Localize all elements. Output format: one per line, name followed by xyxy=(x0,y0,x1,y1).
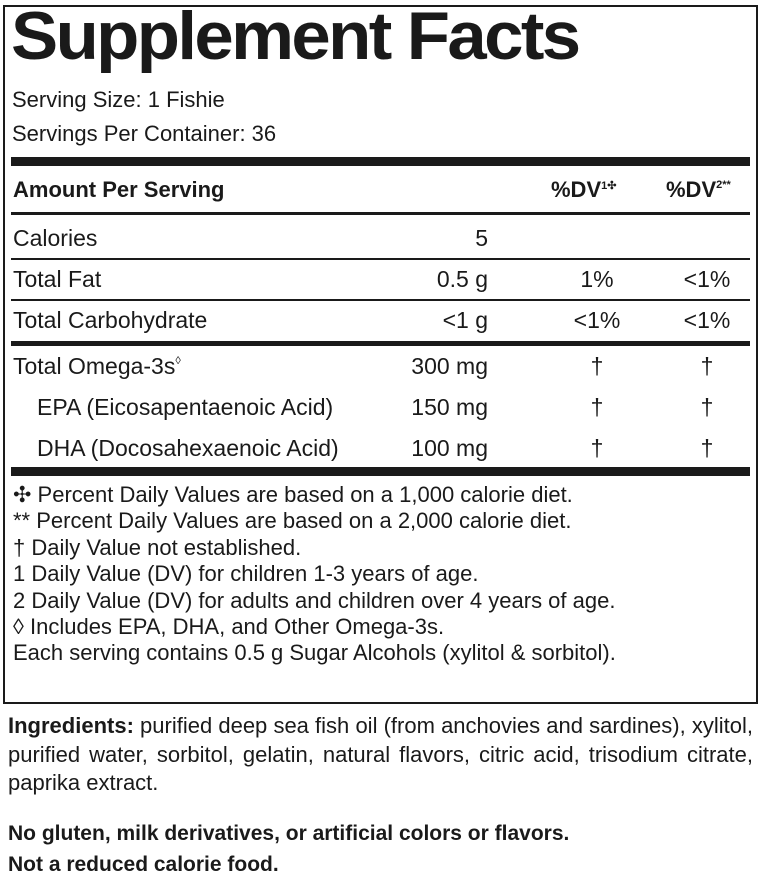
thick-divider-bottom xyxy=(11,467,750,476)
servings-per-container: Servings Per Container: 36 xyxy=(12,121,277,146)
nutrient-name-text: Total Omega-3s xyxy=(13,353,176,379)
thick-divider-top xyxy=(11,157,750,166)
dv1-mark: 1✣ xyxy=(601,180,617,192)
nutrient-dv2: <1% xyxy=(683,307,731,333)
nutrient-row xyxy=(11,386,750,426)
nutrient-name: EPA (Eicosapentaenoic Acid) xyxy=(37,394,334,420)
footnote: Each serving contains 0.5 g Sugar Alcohols (xylitol & sorbitol). xyxy=(13,640,616,666)
nutrient-dv2: <1% xyxy=(683,266,731,292)
supplement-facts-panel xyxy=(3,0,758,704)
nutrient-name: DHA (Docosahexaenoic Acid) xyxy=(37,435,339,461)
footnote: ✣ Percent Daily Values are based on a 1,000 calorie diet. xyxy=(13,482,573,507)
nutrient-row xyxy=(11,427,750,467)
dv2-label: %DV xyxy=(666,177,717,202)
dv2-header xyxy=(666,177,731,203)
nutrient-row xyxy=(11,345,750,385)
header-divider xyxy=(11,212,750,215)
footnote: † Daily Value not established. xyxy=(13,534,302,560)
nutrient-dv2: † xyxy=(700,394,714,420)
calorie-claim: Not a reduced calorie food. xyxy=(8,853,279,876)
nutrient-row xyxy=(11,299,750,339)
nutrient-amount: 300 mg xyxy=(411,353,488,379)
nutrient-name: Calories xyxy=(13,225,98,251)
footnote: 1 Daily Value (DV) for children 1-3 years of age. xyxy=(13,561,479,587)
ingredients-text: purified deep sea fish oil (from anchovies and sardines), xylitol, purified water, sorbitol, gelatin, natural flavors, citric acid, trisodium citrate, paprika extract. xyxy=(8,713,753,795)
nutrient-amount: <1 g xyxy=(442,307,488,333)
dv1-header xyxy=(551,177,616,203)
ingredients xyxy=(8,712,753,798)
footnote: 2 Daily Value (DV) for adults and children over 4 years of age. xyxy=(13,587,616,613)
omega-mark: ◊ xyxy=(175,355,181,367)
nutrient-dv1: † xyxy=(590,353,604,379)
dv2-mark: 2** xyxy=(716,179,731,191)
footnotes xyxy=(13,482,616,667)
allergen-claim: No gluten, milk derivatives, or artificial colors or flavors. xyxy=(8,822,570,845)
nutrient-dv1: † xyxy=(590,435,604,461)
nutrient-amount: 100 mg xyxy=(411,435,488,461)
nutrient-dv2: † xyxy=(700,435,714,461)
panel-title: Supplement Facts xyxy=(11,0,579,74)
nutrient-dv1: † xyxy=(590,394,604,420)
footnote: ◊ Includes EPA, DHA, and Other Omega-3s. xyxy=(13,614,445,640)
nutrient-dv2: † xyxy=(700,353,714,379)
nutrient-dv1: 1% xyxy=(580,266,614,292)
nutrient-amount: 150 mg xyxy=(411,394,488,420)
serving-size: Serving Size: 1 Fishie xyxy=(12,87,225,112)
nutrient-dv1: <1% xyxy=(573,307,621,333)
nutrient-name: Total Fat xyxy=(13,266,102,292)
nutrient-amount: 5 xyxy=(475,225,488,251)
nutrient-name xyxy=(13,353,181,380)
dv1-label: %DV xyxy=(551,177,602,202)
nutrient-name: Total Carbohydrate xyxy=(13,307,208,333)
footnote: ** Percent Daily Values are based on a 2,000 calorie diet. xyxy=(13,508,572,534)
nutrient-row xyxy=(11,258,750,298)
amount-per-serving-header: Amount Per Serving xyxy=(13,177,225,202)
nutrient-row xyxy=(11,217,750,257)
nutrient-amount: 0.5 g xyxy=(436,266,488,292)
ingredients-label: Ingredients: xyxy=(8,713,134,738)
